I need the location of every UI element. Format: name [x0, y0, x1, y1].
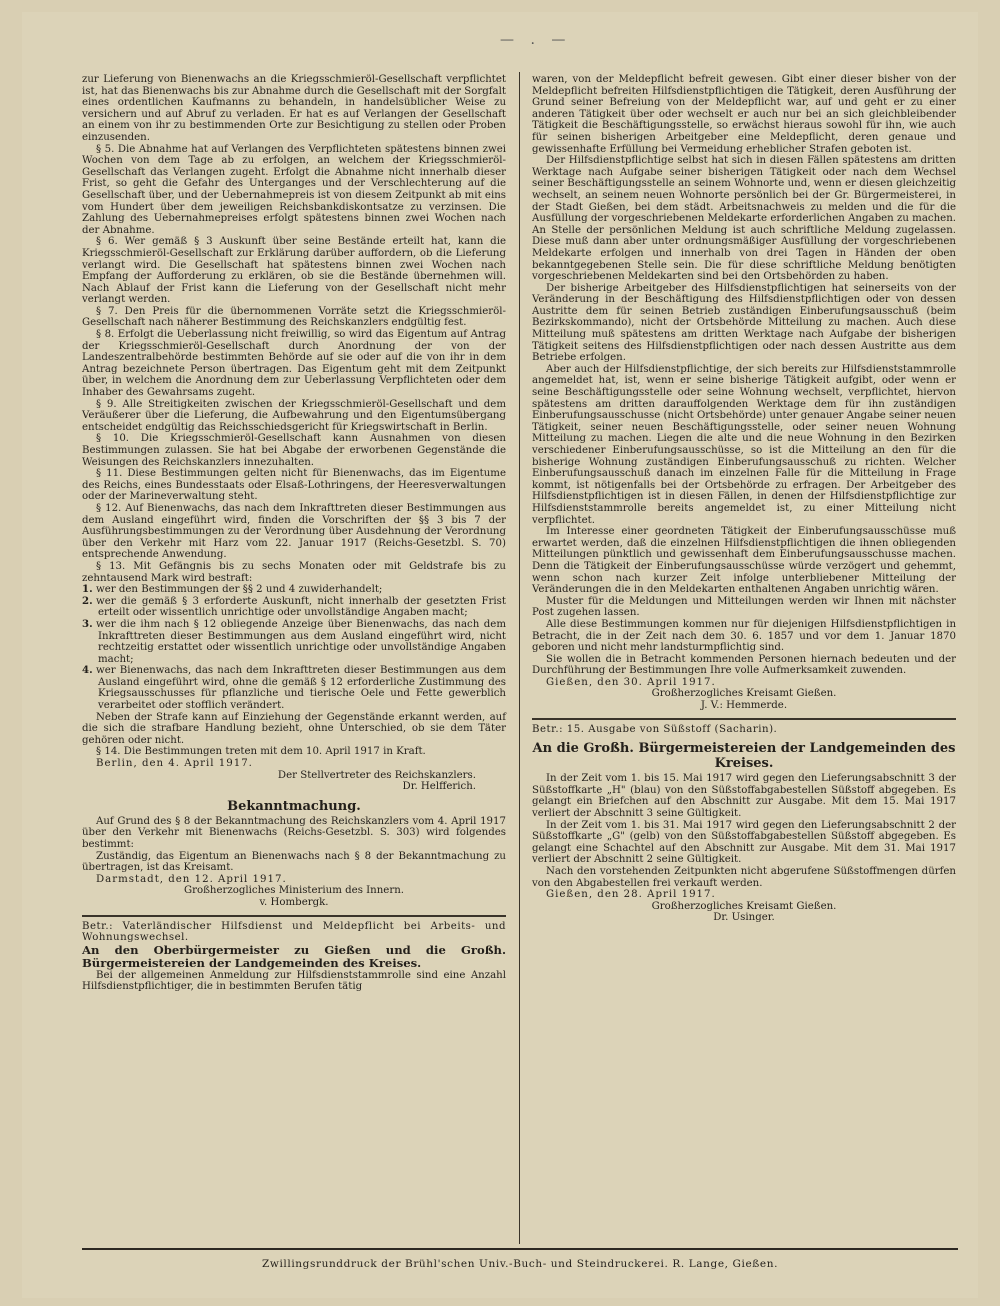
list-item-number: 3.: [82, 617, 93, 630]
section-divider: [532, 718, 956, 720]
printer-imprint: Zwillingsrunddruck der Brühl'schen Univ.-Buch- und Steindruckerei. R. Lange, Gießen.: [261, 1258, 779, 1270]
signature-name: Dr. Helfferich.: [402, 781, 476, 793]
date-berlin: Berlin, den 4. April 1917.: [96, 758, 253, 770]
left-column: [82, 74, 506, 993]
addressee-heading: An den Oberbürgermeister zu Gießen und die Großh. Bürgermeistereien der Landgemeinden des Kreises.: [82, 942, 506, 970]
body-paragraph: Sie wollen die in Betracht kommenden Personen hiernach bedeuten und der Durchführung der Bestimmungen Ihre volle Aufmerksamkeit zuwenden.: [532, 653, 956, 677]
date-darmstadt: Darmstadt, den 12. April 1917.: [96, 873, 287, 885]
list-item-number: 4.: [82, 664, 93, 677]
subject-line: Betr.: 15. Ausgabe von Süßstoff (Sacharin).: [532, 723, 778, 735]
column-divider: [519, 72, 520, 1244]
list-item-text: wer die ihm nach § 12 obliegende Anzeige über Bienenwachs, das nach dem Inkrafttreten dieser Bestimmungen aus dem Ausland eingeführt wird, nicht rechtzeitig erstattet oder wissentlich unrichtige oder unvollständige Angaben macht;: [96, 618, 506, 665]
paragraph-10: § 10. Die Kriegsschmieröl-Gesellschaft kann Ausnahmen von diesen Bestimmungen zulassen. Sie hat bei Abgabe der erworbenen Gegenstände die Weisungen des Reichskanzlers innezuhalten.: [82, 433, 506, 468]
body-paragraph: Der bisherige Arbeitgeber des Hilfsdienstpflichtigen hat seinerseits von der Veränderung in der Beschäftigung des Hilfsdienstpflichtigen oder von dessen Austritte dem für seinen Betrieb zuständigen Einberufungsausschuß (beim Bezirkskommando), nicht der Ortsbehörde Mitteilung zu machen. Auch diese Mitteilung muß spätestens am dritten Werktage nach Aufgabe der bisherigen Tätigkeit seitens des Hilfsdienstpflichtigen oder nach dessen Austritte aus dem Betriebe erfolgen.: [532, 282, 956, 364]
body-paragraph: waren, von der Meldepflicht befreit gewesen. Gibt einer dieser bisher von der Meldepflicht befreiten Hilfsdienstpflichtigen die Tätigkeit, deren Ausführung der Grund seiner Befreiung von der Meldepflicht war, auf und geht er zu einer anderen Tätigkeit über oder wechselt er auch nur bei an sich gleichbleibender Tätigkeit die Beschäftigungsstelle, so erwächst hieraus sowohl für ihn, wie auch für seinen bisherigen Arbeitgeber eine Meldepflicht, deren genaue und gewissenhafte Erfüllung bei Vermeidung erheblicher Strafen geboten ist.: [532, 74, 956, 155]
confiscation-paragraph: Neben der Strafe kann auf Einziehung der Gegenstände erkannt werden, auf die sich die strafbare Handlung bezieht, ohne Unterschied, ob sie dem Täter gehören oder nicht.: [82, 711, 506, 746]
list-item: [82, 619, 506, 665]
date-giessen: Gießen, den 30. April 1917.: [546, 676, 716, 688]
list-item-number: 1.: [82, 583, 93, 596]
body-paragraph: Alle diese Bestimmungen kommen nur für diejenigen Hilfsdienstpflichtigen in Betracht, die in der Zeit nach dem 30. 6. 1857 und vor dem 1. Januar 1870 geboren und nicht mehr landsturmpflichtig sind.: [532, 618, 956, 654]
signature-name: v. Hombergk.: [259, 896, 329, 908]
list-item: [82, 665, 506, 711]
signature-name: J. V.: Hemmerde.: [700, 700, 788, 712]
paragraph-13: § 13. Mit Gefängnis bis zu sechs Monaten oder mit Geldstrafe bis zu zehntausend Mark wird bestraft:: [82, 560, 506, 584]
sweetener-paragraph: In der Zeit vom 1. bis 15. Mai 1917 wird gegen den Lieferungsabschnitt 3 der Süßstoffkarte „H" (blau) von den Süßstoffabgabestellen Süßstoff abgegeben. Es gelangt ein Briefchen auf den Abschnitt zur Ausgabe. Mit dem 15. Mai 1917 verliert der Abschnitt 3 seine Gültigkeit.: [532, 773, 956, 820]
list-item-number: 2.: [82, 594, 93, 607]
signature-title: Großherzogliches Kreisamt Gießen.: [651, 900, 837, 912]
intro-paragraph: zur Lieferung von Bienenwachs an die Kriegsschmieröl-Gesellschaft verpflichtet ist, hat das Bienenwachs bis zur Abnahme durch die Gesellschaft mit der Sorgfalt eines ordentlichen Kaufmanns zu behandeln, in handelsüblicher Weise zu versichern und auf Abruf zu verladen. Er hat es auf Verlangen der Gesellschaft an einem von ihr zu bestimmenden Orte zur Besichtigung zu stellen oder Proben einzusenden.: [82, 74, 506, 143]
right-column: [532, 74, 956, 924]
body-paragraph: Bei der allgemeinen Anmeldung zur Hilfsdienststammrolle sind eine Anzahl Hilfsdienstpflichtiger, die in bestimmten Berufen tätig: [82, 969, 506, 993]
body-paragraph: Aber auch der Hilfsdienstpflichtige, der sich bereits zur Hilfsdienststammrolle angemeldet hat, ist, wenn er seine bisherige Tätigkeit aufgibt, oder wenn er seine Beschäftigungsstelle oder seine Wohnung wechselt, verpflichtet, hiervon spätestens am dritten darauffolgenden Werktage dem für ihn zuständigen Einberufungsausschusse (nicht Ortsbehörde) unter genauer Angabe seiner neuen Tätigkeit, seiner neuen Beschäftigungsstelle, oder seiner neuen Wohnung Mitteilung zu machen. Liegen die alte und die neue Wohnung in den Bezirken verschiedener Einberufungsausschüsse, so ist die Mitteilung an den für die bisherige Wohnung zuständigen Einberufungsausschuß zu richten. Welcher Einberufungsausschuß danach im einzelnen Falle für die Mitteilung in Frage kommt, ist nötigenfalls bei der Ortsbehörde zu erfragen. Der Arbeitgeber des Hilfsdienstpflichtigen ist in diesen Fällen, in denen der Hilfsdienstpflichtige zur Hilfsdienststammrolle bereits angemeldet ist, zu einer Mitteilung nicht verpflichtet.: [532, 363, 956, 526]
announcement-paragraph: Zuständig, das Eigentum an Bienenwachs nach § 8 der Bekanntmachung zu übertragen, ist das Kreisamt.: [82, 850, 506, 874]
addressee-heading: An die Großh. Bürgermeistereien der Landgemeinden des Kreises.: [532, 741, 956, 772]
body-paragraph: Der Hilfsdienstpflichtige selbst hat sich in diesen Fällen spätestens am dritten Werktage nach Aufgabe seiner bisherigen Tätigkeit oder nach dem Wechsel seiner Beschäftigungsstelle an seinem Wohnorte und, wenn er diesen gleichzeitig wechselt, an seinem neuen Wohnorte persönlich bei der Gr. Bürgermeisterei, in der Stadt Gießen, bei dem städt. Arbeitsnachweis zu melden und die für die Ausfüllung der vorgeschriebenen Meldekarte erforderlichen Angaben zu machen. An Stelle der persönlichen Meldung ist auch schriftliche Meldung zugelassen. Diese muß dann aber unter ordnungsmäßiger Ausfüllung der vorgeschriebenen Meldekarte erfolgen und innerhalb von drei Tagen in Händen der oben bekanntgegebenen Stelle sein. Die für diese schriftliche Meldung benötigten vorgeschriebenen Meldekarten sind bei den Ortsbehörden zu haben.: [532, 155, 956, 283]
paragraph-7: § 7. Den Preis für die übernommenen Vorräte setzt die Kriegsschmieröl-Gesellschaft nach näherer Bestimmung des Reichskanzlers endgültig fest.: [82, 305, 506, 329]
announcement-heading: Bekanntmachung.: [227, 798, 361, 814]
sweetener-paragraph: Nach den vorstehenden Zeitpunkten nicht abgerufene Süßstoffmengen dürfen von den Abgabestellen frei verkauft werden.: [532, 866, 956, 889]
body-paragraph: Im Interesse einer geordneten Tätigkeit der Einberufungsausschüsse muß erwartet werden, daß die einzelnen Hilfsdienstpflichtigen die ihnen obliegenden Mitteilungen pünktlich und gewissenhaft dem Einberufungsausschusse machen. Denn die Tätigkeit der Einberufungsausschüsse würde verzögert und gehemmt, wenn schon nach kurzer Zeit infolge unterbliebener Mitteilung der Veränderungen die in den Meldekarten enthaltenen Angaben unrichtig wären.: [532, 526, 956, 596]
newspaper-page: [22, 12, 978, 1298]
section-divider: [82, 915, 506, 917]
penalty-list: [82, 584, 506, 712]
paragraph-5: § 5. Die Abnahme hat auf Verlangen des Verpflichteten spätestens binnen zwei Wochen von dem Tage ab zu erfolgen, an welchem der Kriegsschmieröl-Gesellschaft das Verlangen zugeht. Erfolgt die Abnahme nicht innerhalb dieser Frist, so geht die Gefahr des Unterganges und der Verschlechterung auf die Gesellschaft über, und der Uebernahmepreis ist von diesem Zeitpunkt ab mit eins vom Hundert über dem jeweiligen Reichsbankdiskontsatze zu verzinsen. Die Zahlung des Uebernahmepreises erfolgt spätestens binnen zwei Wochen nach der Abnahme.: [82, 143, 506, 236]
list-item-text: wer die gemäß § 3 erforderte Auskunft, nicht innerhalb der gesetzten Frist erteilt oder wissentlich unrichtige oder unvollständige Angaben macht;: [96, 595, 506, 619]
paragraph-8: § 8. Erfolgt die Ueberlassung nicht freiwillig, so wird das Eigentum auf Antrag der Kriegsschmieröl-Gesellschaft durch Anordnung der von der Landeszentralbehörde bestimmten Behörde auf sie oder auf die von ihr in dem Antrag bezeichnete Person übertragen. Das Eigentum geht mit dem Zeitpunkt über, in welchem die Anordnung dem zur Ueberlassung Verpflichteten oder dem Inhaber des Gewahrsams zugeht.: [82, 329, 506, 399]
announcement-paragraph: Auf Grund des § 8 der Bekanntmachung des Reichskanzlers vom 4. April 1917 über den Verkehr mit Bienenwachs (Reichs-Gesetzbl. S. 303) wird folgendes bestimmt:: [82, 815, 506, 850]
paragraph-11: § 11. Diese Bestimmungen gelten nicht für Bienenwachs, das im Eigentume des Reichs, eines Bundesstaats oder Elsaß-Lothringens, der Heeresverwaltungen oder der Marineverwaltung steht.: [82, 468, 506, 503]
subject-line: Betr.: Vaterländischer Hilfsdienst und Meldepflicht bei Arbeits- und Wohnungswechsel.: [82, 920, 506, 944]
date-giessen: Gießen, den 28. April 1917.: [546, 889, 716, 901]
signature-title: Großherzogliches Kreisamt Gießen.: [651, 688, 837, 700]
sweetener-paragraph: In der Zeit vom 1. bis 31. Mai 1917 wird gegen den Lieferungsabschnitt 2 der Süßstoffkarte „G" (gelb) von den Süßstoffabgabestellen Süßstoff abgegeben. Es gelangt eine Schachtel auf den Abschnitt zur Ausgabe. Mit dem 31. Mai 1917 verliert der Abschnitt 2 seine Gültigkeit.: [532, 819, 956, 866]
signature-title: Der Stellvertreter des Reichskanzlers.: [277, 769, 476, 781]
signature-name: Dr. Usinger.: [713, 912, 775, 924]
list-item-text: wer den Bestimmungen der §§ 2 und 4 zuwiderhandelt;: [96, 584, 383, 596]
list-item: [82, 596, 506, 619]
paragraph-6: § 6. Wer gemäß § 3 Auskunft über seine Bestände erteilt hat, kann die Kriegsschmieröl-Gesellschaft zur Erklärung darüber auffordern, ob die Lieferung verlangt wird. Die Gesellschaft hat spätestens binnen zwei Wochen nach Empfang der Aufforderung zu erklären, ob sie die Bestände übernehmen will. Nach Ablauf der Frist kann die Lieferung von der Gesellschaft nicht mehr verlangt werden.: [82, 236, 506, 306]
signature-title: Großherzogliches Ministerium des Innern.: [183, 885, 405, 897]
page-header-mark: — . —: [500, 32, 572, 48]
paragraph-14: § 14. Die Bestimmungen treten mit dem 10. April 1917 in Kraft.: [96, 746, 426, 758]
list-item-text: wer Bienenwachs, das nach dem Inkrafttreten dieser Bestimmungen aus dem Ausland eingeführt wird, ohne die gemäß § 12 erforderliche Zustimmung des Kriegsausschusses für pflanzliche und tierische Oele und Fette gewerblich verarbeitet oder stofflich verändert.: [96, 665, 506, 712]
footer-divider: [82, 1248, 958, 1250]
list-item: [82, 584, 506, 596]
paragraph-9: § 9. Alle Streitigkeiten zwischen der Kriegsschmieröl-Gesellschaft und dem Veräußerer über die Lieferung, die Aufbewahrung und den Eigentumsübergang entscheidet endgültig das Reichsschiedsgericht für Kriegswirtschaft in Berlin.: [82, 398, 506, 433]
paragraph-12: § 12. Auf Bienenwachs, das nach dem Inkrafttreten dieser Bestimmungen aus dem Ausland eingeführt wird, finden die Vorschriften der §§ 3 bis 7 der Ausführungsbestimmungen zu der Verordnung über Ausdehnung der Verordnung über den Verkehr mit Harz vom 22. Januar 1917 (Reichs-Gesetzbl. S. 70) entsprechende Anwendung.: [82, 502, 506, 561]
body-paragraph: Muster für die Meldungen und Mitteilungen werden wir Ihnen mit nächster Post zugehen lassen.: [532, 595, 956, 619]
